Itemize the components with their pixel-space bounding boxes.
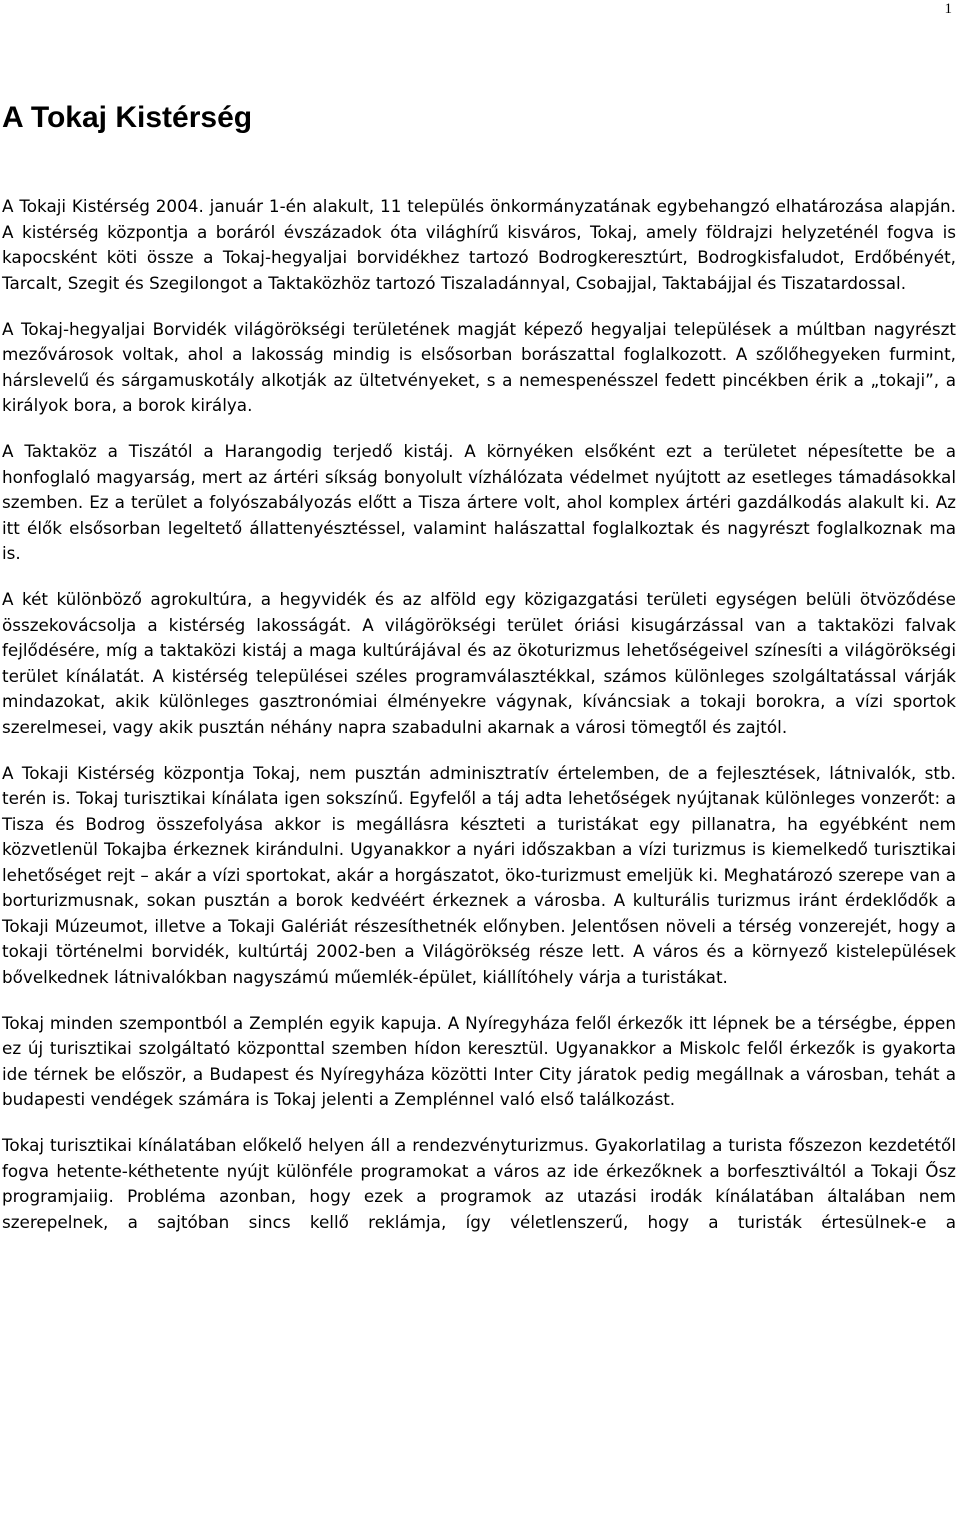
paragraph-zemplen-kapu: Tokaj minden szempontból a Zemplén egyik kapuja. A Nyíregyháza felől érkezők itt lépnek be a térségbe, éppen ez új turisztikai szolgáltató központtal szemben hídon keresztül. Ugyanakkor a Miskolc felől érkezők is gyakorta ide térnek be először, a Budapest és Nyíregyháza közötti Inter City járatok pedig megállnak a városban, tehát a budapesti vendégek számára is Tokaj jelenti a Zemplénnel való első találkozást. [2,1012,956,1109]
document-title: A Tokaj Kistérség [2,101,253,134]
paragraph-rendezvenyturizmus: Tokaj turisztikai kínálatában előkelő helyen áll a rendezvényturizmus. Gyakorlatilag a turista főszezon kezdetétől fogva hetente-kéthetente nyújt különféle programokat a város az ide érkezőknek a borfesztiváltól a Tokaji Ősz programjaiig. Probléma azonban, hogy ezek a programok az utazási irodák kínálatában általában nem szerepelnek, a sajtóban sincs kellő reklámja, így véletlenszerű, hogy a turisták értesülnek-e a [2,1135,956,1232]
paragraph-taktakoz: A Taktaköz a Tiszától a Harangodig terjedő kistáj. A környéken elsőként ezt a területet népesítette be a honfoglaló magyarság, mert az ártéri síkság bonyolult vízhálózata védelmet nyújtott az esetleges támadásokkal szemben. Ez a terület a folyószabályozás előtt a Tisza ártere volt, ahol komplex ártéri gazdálkodás alakult ki. Az itt élők elsősorban legeltető állattenyésztéssel, valamint halászattal foglalkoztak és nagyrészt foglalkoznak ma is. [2,441,956,563]
paragraph-tokaj-kozpont: A Tokaji Kistérség központja Tokaj, nem pusztán adminisztratív értelemben, de a fejlesztések, látnivalók, stb. terén is. Tokaj turisztikai kínálata igen sokszínű. Egyfelől a táj adta lehetőségek nyújtanak különleges vonzerőt: a Tisza és Bodrog összefolyása akkor is megállásra készteti a turistákat egy pillanatra, ha egyébként nem közvetlenül Tokajba érkeznek kirándulni. Ugyanakkor a nyári időszakban a vízi turizmus is kiemelkedő turisztikai lehetőséget rejt – akár a vízi sportokat, akár a horgászatot, öko-turizmust emeljük ki. Meghatározó szerepe van a borturizmusnak, sokan pusztán a borok kedvéért érkeznek a városba. A kulturális turizmus iránt érdeklődők a Tokaji Múzeumot, illetve a Tokaji Galériát részesíthetnék előnyben. Jelentősen növeli a térség vonzerejét, hogy a tokaji történelmi borvidék, kultúrtáj 2002-ben a Világörökség része lett. A város és a környező kistelepülések bővelkednek látnivalókban nagyszámú műemlék-épület, kiállítóhely várja a turistákat. [2,762,956,987]
paragraph-intro: A Tokaji Kistérség 2004. január 1-én alakult, 11 település önkormányzatának egybehangzó elhatározása alapján. A kistérség központja a boráról évszázadok óta világhírű kisváros, Tokaj, amely földrajzi helyzeténél fogva is kapocsként köti össze a Tokaj-hegyaljai borvidékhez tartozó Bodrogkeresztúrt, Bodrogkisfaludot, Erdőbényét, Tarcalt, Szegit és Szegilongot a Taktaközhöz tartozó Tiszaladánnyal, Csobajjal, Taktabájjal és Tiszatardossal. [2,196,956,293]
paragraph-borvidek: A Tokaj-hegyaljai Borvidék világörökségi területének magját képező hegyaljai települések a múltban nagyrészt mezővárosok voltak, ahol a lakosság mindig is elsősorban borászattal foglalkozott. A szőlőhegyeken furmint, hárslevelű és sárgamuskotály alkotják az ültetvényeket, s a nemespenésszel fedett pincékben érik a „tokaji”, a királyok bora, a borok királya. [2,318,956,415]
document-body [2,194,956,1256]
page-number: 1 [944,1,952,17]
paragraph-agrokultura: A két különböző agrokultúra, a hegyvidék és az alföld egy közigazgatási területi egységen belüli ötvöződése összekovácsolja a kistérség lakosságát. A világörökségi terület óriási kisugárzással van a taktaközi falvak fejlődésére, míg a taktaközi kistáj a maga kultúrájával és az ökoturizmus lehetőségeivel színesíti a világörökségi terület kínálatát. A kistérség települései széles programválasztékkal, számos különleges szolgáltatással várják mindazokat, akik különleges gasztronómiai élményekre vágynak, kíváncsiak a tokaji borokra, a vízi sportok szerelmesei, vagy akik pusztán néhány napra szabadulni akarnak a városi tömegtől és zajtól. [2,589,956,737]
